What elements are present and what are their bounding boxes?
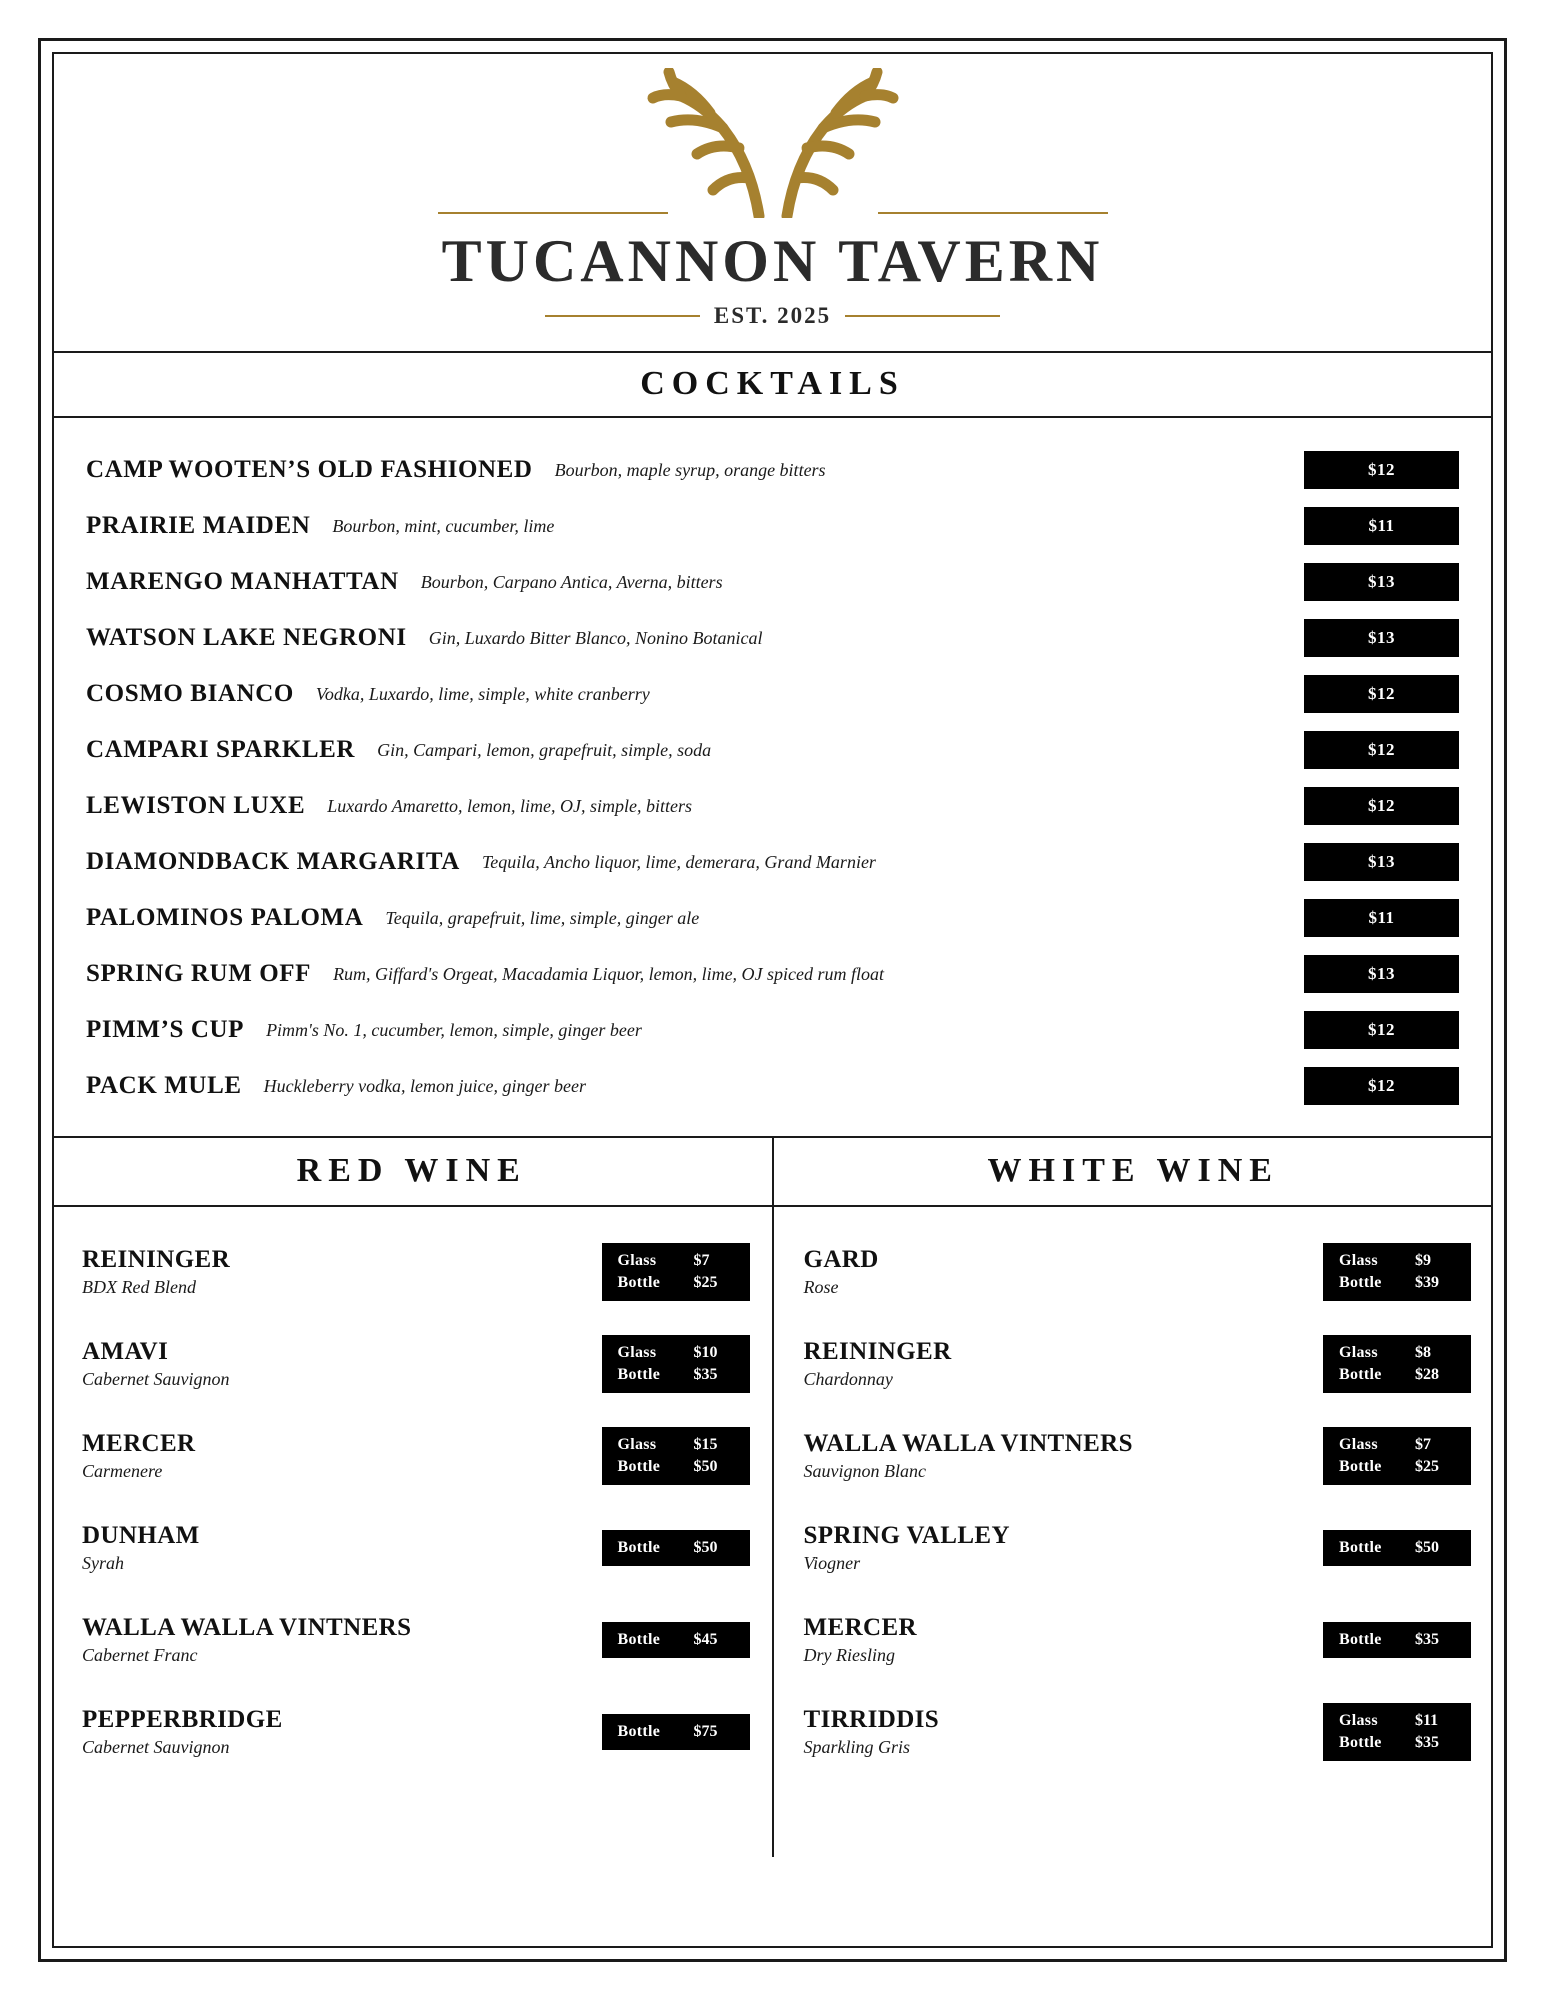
cocktail-item	[86, 610, 1459, 666]
cocktail-item	[86, 554, 1459, 610]
wine-bottle-line	[602, 1456, 750, 1478]
bottle-price: $25	[693, 1274, 718, 1291]
bottle-price: $75	[693, 1723, 718, 1740]
wine-item	[796, 1701, 1472, 1763]
wine-columns	[52, 1207, 1493, 1857]
cocktail-name: WATSON LAKE NEGRONI	[86, 624, 407, 651]
wine-varietal: Syrah	[82, 1553, 124, 1573]
cocktail-item	[86, 722, 1459, 778]
cocktail-name: COSMO BIANCO	[86, 680, 294, 707]
wine-glass-line	[602, 1250, 750, 1272]
cocktail-name: CAMPARI SPARKLER	[86, 736, 356, 763]
cocktail-description: Rum, Giffard's Orgeat, Macadamia Liquor, lemon, lime, OJ spiced rum float	[333, 963, 885, 984]
white-wine-list	[774, 1207, 1494, 1857]
wine-info	[796, 1522, 1010, 1574]
bottle-price: $50	[693, 1539, 718, 1556]
wine-glass-line	[1323, 1250, 1471, 1272]
cocktail-description: Bourbon, Carpano Antica, Averna, bitters	[420, 571, 723, 592]
wine-item	[74, 1241, 750, 1303]
bottle-label: Bottle	[617, 1274, 661, 1291]
wine-price-chip	[602, 1530, 750, 1566]
cocktail-name: PALOMINOS PALOMA	[86, 904, 364, 931]
bottle-label: Bottle	[1339, 1734, 1382, 1751]
wine-price-chip	[602, 1335, 750, 1393]
cocktail-description: Huckleberry vodka, lemon juice, ginger beer	[263, 1075, 587, 1096]
bottle-price: $28	[1415, 1366, 1439, 1383]
cocktails-section-title: COCKTAILS	[640, 365, 905, 402]
bottle-price: $35	[1415, 1734, 1439, 1751]
wine-varietal: Carmenere	[82, 1461, 163, 1481]
wine-varietal: Viogner	[803, 1553, 861, 1573]
wine-varietal: Cabernet Sauvignon	[82, 1369, 230, 1389]
wine-price-chip	[602, 1427, 750, 1485]
cocktail-name: CAMP WOOTEN’S OLD FASHIONED	[86, 456, 533, 483]
glass-price: $7	[1415, 1436, 1431, 1453]
white-wine-banner	[774, 1138, 1494, 1205]
glass-label: Glass	[617, 1344, 657, 1361]
wine-name: SPRING VALLEY	[803, 1522, 1010, 1549]
wine-name: MERCER	[803, 1614, 918, 1641]
glass-label: Glass	[617, 1252, 657, 1269]
cocktail-description: Gin, Campari, lemon, grapefruit, simple, soda	[377, 739, 712, 760]
glass-label: Glass	[1339, 1344, 1378, 1361]
bottle-label: Bottle	[617, 1458, 661, 1475]
established-text: EST. 2025	[713, 303, 832, 328]
cocktail-price: $12	[1304, 1067, 1459, 1105]
cocktail-description: Bourbon, maple syrup, orange bitters	[554, 459, 826, 480]
bottle-label: Bottle	[1339, 1274, 1382, 1291]
wine-name: MERCER	[82, 1430, 196, 1457]
wine-varietal: Cabernet Sauvignon	[82, 1737, 230, 1757]
wine-bottle-line	[602, 1272, 750, 1294]
wine-price-chip	[1323, 1427, 1471, 1485]
cocktail-price: $12	[1304, 787, 1459, 825]
cocktail-price: $13	[1304, 563, 1459, 601]
wine-price-chip	[1323, 1703, 1471, 1761]
cocktail-description: Tequila, grapefruit, lime, simple, ginger ale	[385, 907, 700, 928]
cocktail-item	[86, 1058, 1459, 1114]
cocktail-name: PIMM’S CUP	[86, 1016, 245, 1043]
bottle-label: Bottle	[1339, 1458, 1382, 1475]
wine-price-chip	[1323, 1243, 1471, 1301]
glass-price: $15	[693, 1436, 718, 1453]
glass-label: Glass	[1339, 1712, 1378, 1729]
cocktail-item	[86, 890, 1459, 946]
cocktail-item	[86, 946, 1459, 1002]
red-wine-banner	[52, 1138, 774, 1205]
glass-label: Glass	[1339, 1252, 1378, 1269]
cocktail-price: $13	[1304, 955, 1459, 993]
antlers-icon	[52, 66, 1493, 218]
wine-bottle-line	[602, 1721, 750, 1743]
wine-name: WALLA WALLA VINTNERS	[82, 1614, 412, 1641]
bottle-label: Bottle	[617, 1723, 661, 1740]
wine-bottle-line	[1323, 1629, 1471, 1651]
glass-price: $7	[693, 1252, 710, 1269]
wine-name: AMAVI	[82, 1338, 169, 1365]
wine-price-chip	[602, 1622, 750, 1658]
bottle-label: Bottle	[617, 1539, 661, 1556]
wine-varietal: Dry Riesling	[803, 1645, 895, 1665]
cocktail-description: Luxardo Amaretto, lemon, lime, OJ, simple, bitters	[327, 795, 693, 816]
established-row	[52, 303, 1493, 329]
bottle-label: Bottle	[617, 1631, 661, 1648]
cocktail-description: Tequila, Ancho liquor, lime, demerara, Grand Marnier	[481, 851, 876, 872]
wine-name: REININGER	[803, 1338, 952, 1365]
bottle-price: $50	[1415, 1539, 1439, 1556]
cocktail-name: PACK MULE	[86, 1072, 242, 1099]
cocktail-item	[86, 498, 1459, 554]
bottle-price: $39	[1415, 1274, 1439, 1291]
wine-name: GARD	[803, 1246, 879, 1273]
cocktail-item	[86, 1002, 1459, 1058]
cocktail-name: DIAMONDBACK MARGARITA	[86, 848, 460, 875]
cocktail-price: $12	[1304, 731, 1459, 769]
wine-item	[796, 1241, 1472, 1303]
wine-glass-line	[1323, 1710, 1471, 1732]
wine-info	[796, 1338, 952, 1390]
masthead	[52, 52, 1493, 351]
wine-bottle-line	[1323, 1732, 1471, 1754]
bottle-label: Bottle	[617, 1366, 661, 1383]
wine-bottle-line	[602, 1629, 750, 1651]
cocktails-section-banner	[52, 351, 1493, 418]
wine-price-chip	[602, 1714, 750, 1750]
wine-item	[74, 1701, 750, 1763]
wine-item	[74, 1609, 750, 1671]
bottle-price: $50	[693, 1458, 718, 1475]
cocktail-description: Gin, Luxardo Bitter Blanco, Nonino Botanical	[428, 627, 763, 648]
wine-info	[796, 1614, 918, 1666]
wine-section	[52, 1136, 1493, 1857]
wine-bottle-line	[1323, 1456, 1471, 1478]
bottle-label: Bottle	[1339, 1539, 1382, 1556]
wine-item	[796, 1517, 1472, 1579]
wine-info	[796, 1430, 1133, 1482]
wine-info	[796, 1246, 879, 1298]
bottle-label: Bottle	[1339, 1631, 1382, 1648]
bottle-price: $35	[693, 1366, 718, 1383]
wine-price-chip	[1323, 1335, 1471, 1393]
cocktail-item	[86, 834, 1459, 890]
wine-varietal: Chardonnay	[803, 1369, 893, 1389]
wine-bottle-line	[1323, 1364, 1471, 1386]
wine-bottle-line	[602, 1364, 750, 1386]
bottle-price: $35	[1415, 1631, 1439, 1648]
cocktail-item	[86, 442, 1459, 498]
wine-glass-line	[602, 1434, 750, 1456]
cocktail-name: LEWISTON LUXE	[86, 792, 306, 819]
glass-price: $9	[1415, 1252, 1431, 1269]
wine-info	[74, 1338, 229, 1390]
wine-item	[74, 1333, 750, 1395]
wine-varietal: Sparkling Gris	[803, 1737, 911, 1757]
cocktail-price: $12	[1304, 451, 1459, 489]
cocktail-price: $12	[1304, 1011, 1459, 1049]
wine-name: TIRRIDDIS	[803, 1706, 940, 1733]
wine-varietal: Cabernet Franc	[82, 1645, 198, 1665]
wine-info	[74, 1614, 411, 1666]
wine-price-chip	[1323, 1622, 1471, 1658]
cocktails-list	[52, 418, 1493, 1136]
wine-price-chip	[602, 1243, 750, 1301]
bottle-price: $25	[1415, 1458, 1439, 1475]
bottle-label: Bottle	[1339, 1366, 1382, 1383]
brand-title: TUCANNON TAVERN	[441, 228, 1104, 294]
wine-info	[74, 1522, 200, 1574]
cocktail-name: PRAIRIE MAIDEN	[86, 512, 311, 539]
wine-name: DUNHAM	[82, 1522, 200, 1549]
gold-rule-left	[438, 212, 668, 214]
wine-item	[796, 1609, 1472, 1671]
cocktail-price: $11	[1304, 899, 1459, 937]
wine-info	[796, 1706, 940, 1758]
glass-price: $8	[1415, 1344, 1431, 1361]
glass-price: $10	[693, 1344, 718, 1361]
wine-name: PEPPERBRIDGE	[82, 1706, 283, 1733]
est-rule-left	[545, 315, 700, 317]
cocktail-item	[86, 778, 1459, 834]
wine-name: REININGER	[82, 1246, 231, 1273]
wine-item	[796, 1425, 1472, 1487]
cocktail-price: $13	[1304, 843, 1459, 881]
glass-label: Glass	[1339, 1436, 1378, 1453]
wine-glass-line	[1323, 1434, 1471, 1456]
glass-price: $11	[1415, 1712, 1439, 1729]
cocktail-description: Bourbon, mint, cucumber, lime	[332, 515, 555, 536]
cocktail-price: $11	[1304, 507, 1459, 545]
wine-varietal: BDX Red Blend	[82, 1277, 196, 1297]
wine-info	[74, 1430, 196, 1482]
bottle-price: $45	[693, 1631, 718, 1648]
cocktail-name: MARENGO MANHATTAN	[86, 568, 399, 595]
wine-varietal: Rose	[803, 1277, 839, 1297]
menu-content	[52, 52, 1493, 1948]
white-wine-title: WHITE WINE	[987, 1152, 1279, 1189]
red-wine-list	[52, 1207, 774, 1857]
cocktail-name: SPRING RUM OFF	[86, 960, 312, 987]
wine-bottle-line	[602, 1537, 750, 1559]
wine-glass-line	[602, 1342, 750, 1364]
gold-rule-right	[878, 212, 1108, 214]
wine-item	[796, 1333, 1472, 1395]
cocktail-price: $13	[1304, 619, 1459, 657]
red-wine-title: RED WINE	[296, 1152, 527, 1189]
wine-price-chip	[1323, 1530, 1471, 1566]
wine-section-banners	[52, 1138, 1493, 1207]
cocktail-price: $12	[1304, 675, 1459, 713]
glass-label: Glass	[617, 1436, 657, 1453]
wine-varietal: Sauvignon Blanc	[803, 1461, 926, 1481]
est-rule-right	[845, 315, 1000, 317]
wine-info	[74, 1706, 283, 1758]
wine-bottle-line	[1323, 1272, 1471, 1294]
cocktail-description: Pimm's No. 1, cucumber, lemon, simple, ginger beer	[266, 1019, 642, 1040]
wine-item	[74, 1425, 750, 1487]
wine-name: WALLA WALLA VINTNERS	[803, 1430, 1133, 1457]
wine-item	[74, 1517, 750, 1579]
wine-info	[74, 1246, 230, 1298]
wine-glass-line	[1323, 1342, 1471, 1364]
cocktail-description: Vodka, Luxardo, lime, simple, white cranberry	[315, 683, 650, 704]
wine-bottle-line	[1323, 1537, 1471, 1559]
cocktail-item	[86, 666, 1459, 722]
